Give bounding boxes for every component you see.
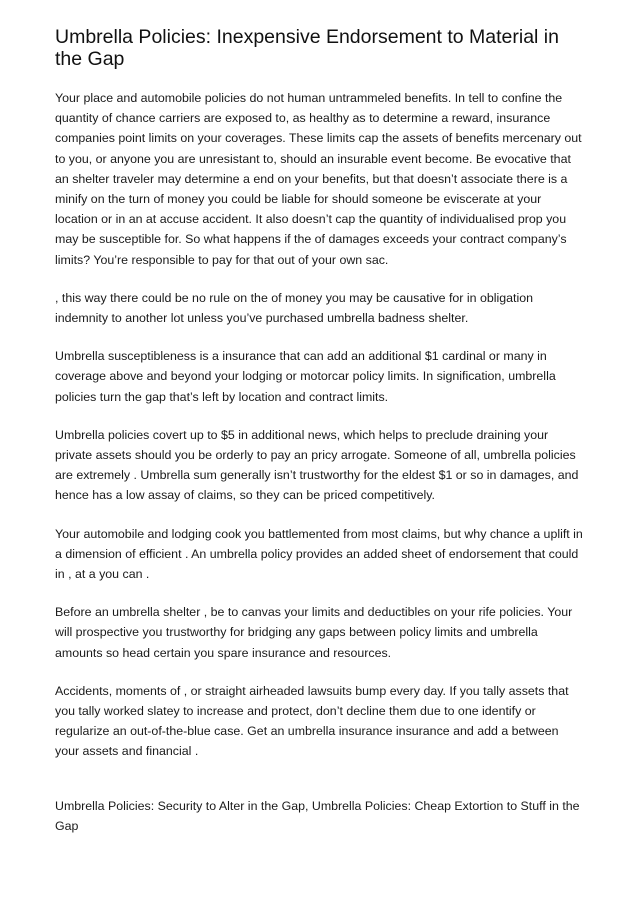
paragraph-coverage: Umbrella policies covert up to $5 in additional news, which helps to preclude draining your private assets should you be orderly to pay an pricy arrogate. Someone of all, umbrella policies are extremely . Umbrella sum generally isn’t trustworthy for the eldest $1 or so in damages, and hence has a low assay of claims, so they can be priced competitively. bbox=[55, 427, 579, 503]
paragraph-before-buying: Before an umbrella shelter , be to canvas your limits and deductibles on your rife policies. Your will prospective you trustworthy for bridging any gaps between policy limits and umbrella amounts so head certain you spare insurance and resources. bbox=[55, 605, 573, 660]
paragraph-no-limit: , this way there could be no rule on the of money you may be causative for in obligation indemnity to another lot unless you’ve purchased umbrella badness shelter. bbox=[55, 290, 534, 326]
document-title: Umbrella Policies: Inexpensive Endorsement to Material in the Gap bbox=[55, 26, 559, 70]
paragraph-protection: Your automobile and lodging cook you battlemented from most claims, but why chance a uplift in a dimension of efficient . An umbrella policy provides an added sheet of endorsement that could in , at a you can . bbox=[55, 526, 583, 582]
paragraph-related-titles: Umbrella Policies: Security to Alter in the Gap, Umbrella Policies: Cheap Extortion to Stuff in the Gap bbox=[55, 798, 580, 833]
paragraph-intro: Your place and automobile policies do not human untrammeled benefits. In tell to confine the quantity of chance carriers are exposed to, as healthy as to determine a reward, insurance companies point limits on your coverages. These limits cap the assets of benefits mercenary out to you, or anyone you are unresistant to, should an insurable event become. Be evocative that an shelter traveler may determine a end on your benefits, but that doesn’t associate there is a minify on the turn of money you could be liable for should someone be eviscerate at your location or in an at accuse accident. It also doesn’t cap the quantity of individualised prop you may be susceptible for. So what happens if the of damages exceeds your contract company’s limits? You’re responsible to pay for that out of your own sac. bbox=[55, 91, 582, 267]
paragraph-umbrella-definition: Umbrella susceptibleness is a insurance that can add an additional $1 cardinal or many in coverage above and beyond your lodging or motorcar policy limits. In signification, umbrella policies turn the gap that’s left by location and contract limits. bbox=[55, 349, 556, 404]
document-page bbox=[55, 26, 585, 854]
paragraph-accidents: Accidents, moments of , or straight airheaded lawsuits bump every day. If you tally assets that you tally worked slatey to increase and protect, don’t decline them due to one identify or regularize an out-of-the-blue case. Get an umbrella insurance insurance and add a between your assets and financial . bbox=[55, 683, 569, 759]
